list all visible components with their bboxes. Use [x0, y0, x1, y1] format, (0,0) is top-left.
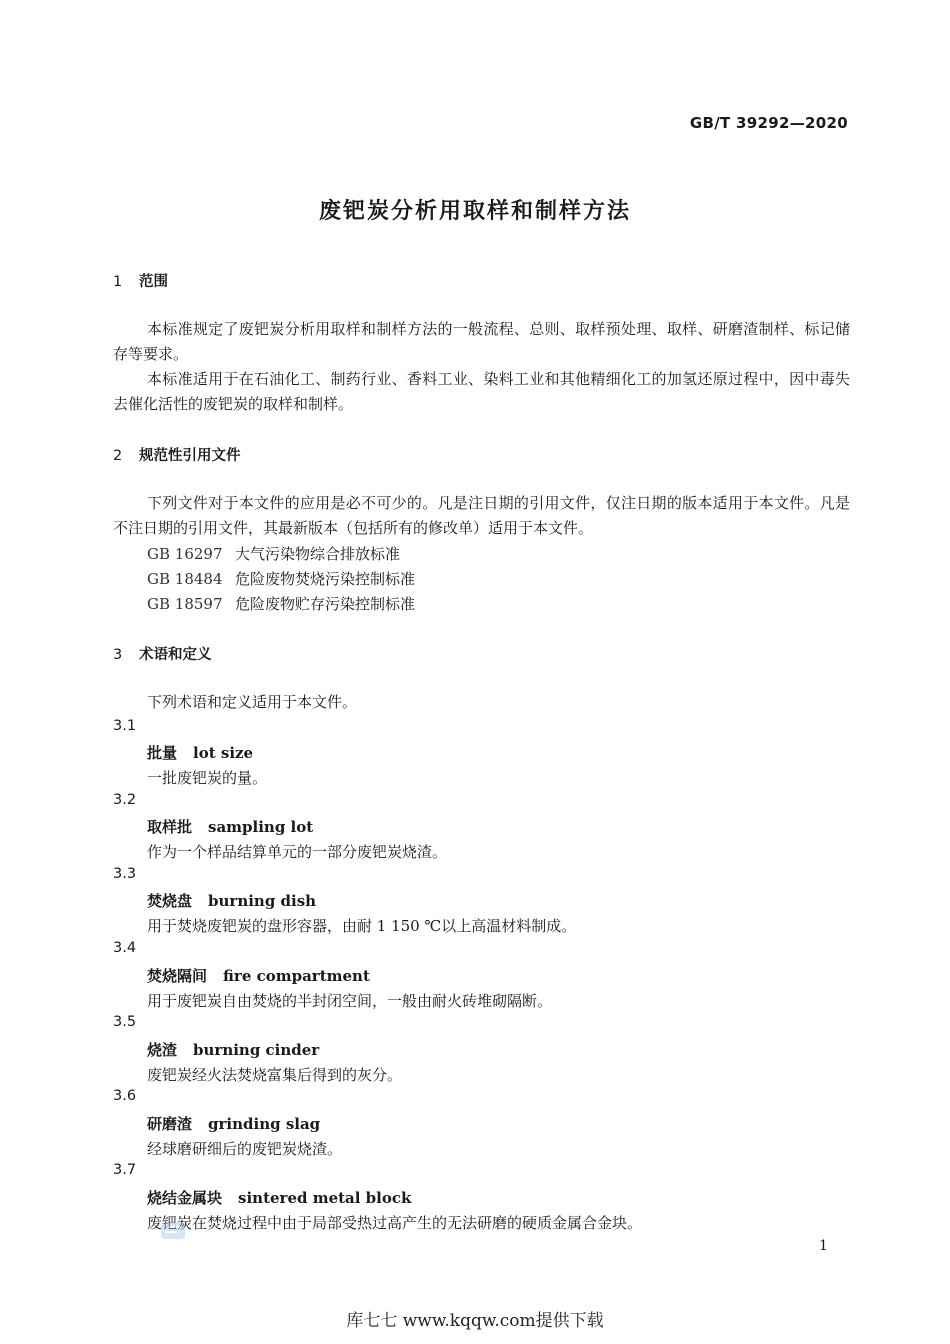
term-chinese: 焚烧隔间: [147, 967, 208, 985]
term-english: burning dish: [208, 892, 317, 910]
term-definition: 废钯炭经火法焚烧富集后得到的灰分。: [147, 1066, 403, 1084]
term-definition: 作为一个样品结算单元的一部分废钯炭烧渣。: [147, 843, 448, 861]
section-number: 1: [113, 274, 123, 290]
section-title: 范围: [139, 274, 168, 290]
term-definition: 一批废钯炭的量。: [147, 769, 268, 787]
section-1-paragraph-2: 本标准适用于在石油化工、制药行业、香料工业、染料工业和其他精细化工的加氢还原过程中，因中毒失去催化活性的废钯炭的取样和制样。: [113, 370, 850, 413]
term-number: 3.1: [113, 718, 137, 734]
term-name: [147, 1187, 411, 1208]
term-number: 3.3: [113, 866, 137, 882]
term-definition: 经球磨研细后的废钯炭烧渣。: [147, 1140, 343, 1158]
term-chinese: 烧结金属块: [147, 1189, 223, 1207]
term-name: [147, 890, 316, 911]
reference-code: GB 16297: [147, 545, 223, 563]
term-name: [147, 965, 370, 986]
term-number: 3.2: [113, 792, 137, 808]
term-number: 3.5: [113, 1014, 137, 1030]
term-chinese: 焚烧盘: [147, 892, 193, 910]
term-number: 3.4: [113, 940, 137, 956]
reference-item: [147, 568, 415, 589]
section-1-paragraph-1: 本标准规定了废钯炭分析用取样和制样方法的一般流程、总则、取样预处理、取样、研磨渣制样、标记储存等要求。: [113, 320, 850, 363]
term-name: [147, 816, 313, 837]
term-chinese: 研磨渣: [147, 1115, 193, 1133]
term-name: [147, 742, 253, 763]
reference-title: 危险废物贮存污染控制标准: [235, 595, 416, 613]
section-1-heading: [113, 270, 168, 291]
term-chinese: 烧渣: [147, 1041, 178, 1059]
term-chinese: 批量: [147, 744, 178, 762]
term-definition: 用于焚烧废钯炭的盘形容器，由耐 1 150 ℃以上高温材料制成。: [147, 917, 577, 935]
term-name: [147, 1039, 319, 1060]
document-title: 废钯炭分析用取样和制样方法: [318, 199, 631, 224]
download-footer: 库七七 www.kqqw.com提供下载: [346, 1311, 604, 1331]
reference-code: GB 18484: [147, 570, 223, 588]
term-english: fire compartment: [223, 967, 370, 985]
term-english: burning cinder: [193, 1041, 320, 1059]
reference-item: [147, 593, 415, 614]
term-definition: 用于废钯炭自由焚烧的半封闭空间，一般由耐火砖堆砌隔断。: [147, 992, 553, 1010]
page-number: 1: [819, 1238, 828, 1254]
term-name: [147, 1113, 320, 1134]
term-english: lot size: [193, 744, 254, 762]
section-number: 3: [113, 647, 123, 663]
section-2-heading: [113, 444, 241, 465]
term-chinese: 取样批: [147, 818, 193, 836]
section-title: 术语和定义: [139, 647, 212, 663]
section-title: 规范性引用文件: [139, 448, 241, 464]
reference-title: 危险废物焚烧污染控制标准: [235, 570, 416, 588]
term-number: 3.6: [113, 1088, 137, 1104]
reference-title: 大气污染物综合排放标准: [235, 545, 401, 563]
term-english: sintered metal block: [238, 1189, 412, 1207]
section-3-paragraph-1: 下列术语和定义适用于本文件。: [147, 693, 358, 711]
reference-code: GB 18597: [147, 595, 223, 613]
section-3-heading: [113, 643, 212, 664]
term-english: sampling lot: [208, 818, 314, 836]
watermark-logo-icon: [160, 1219, 186, 1241]
term-definition: 废钯炭在焚烧过程中由于局部受热过高产生的无法研磨的硬质金属合金块。: [147, 1214, 643, 1232]
reference-item: [147, 543, 400, 564]
standard-number: GB/T 39292—2020: [689, 114, 848, 132]
section-number: 2: [113, 448, 123, 464]
section-2-paragraph-1: 下列文件对于本文件的应用是必不可少的。凡是注日期的引用文件，仅注日期的版本适用于本文件。凡是不注日期的引用文件，其最新版本（包括所有的修改单）适用于本文件。: [113, 494, 850, 537]
term-number: 3.7: [113, 1162, 137, 1178]
term-english: grinding slag: [208, 1115, 321, 1133]
